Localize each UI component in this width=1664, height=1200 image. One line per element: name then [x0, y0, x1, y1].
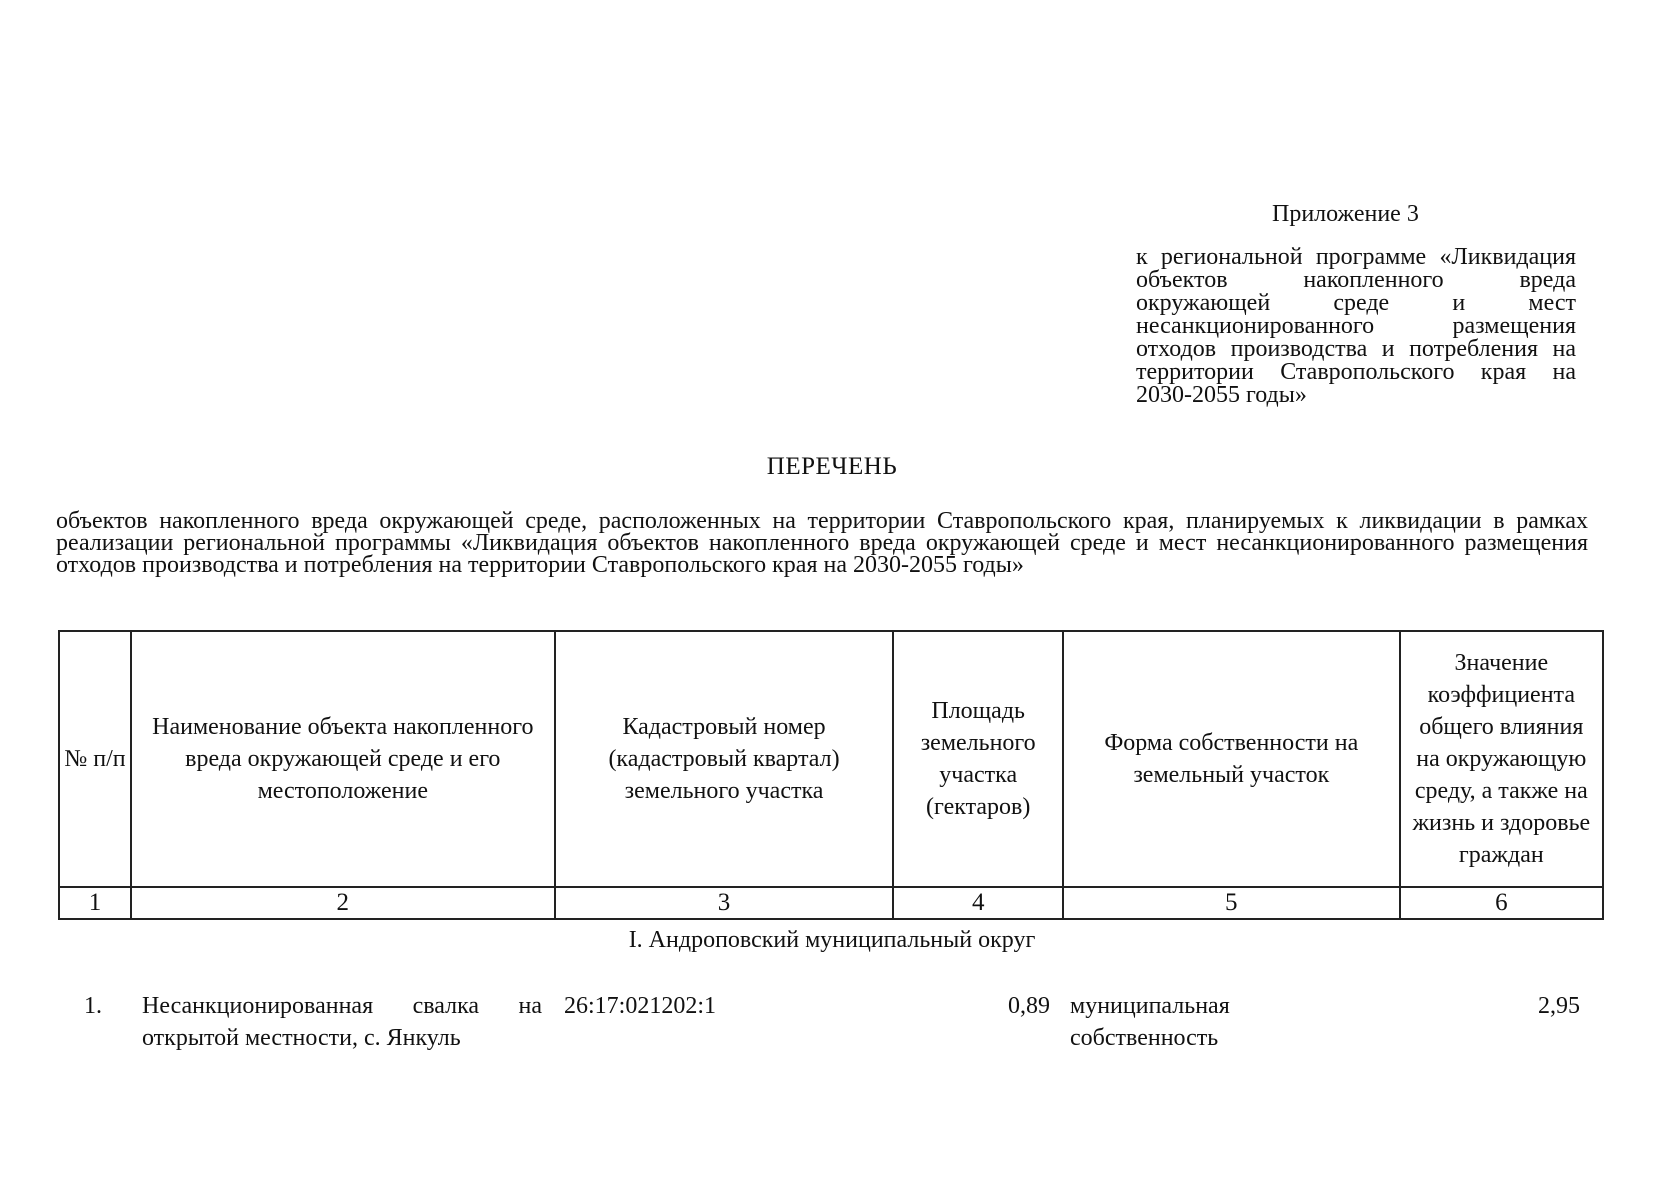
appendix-text: к региональной программе «Ликвидация объектов накопленного вреда окружающей среде и мест несанкционированного размещения отходов производства и потребления на территории Ставропольского края на 2030-2055 годы» [1136, 244, 1576, 408]
header-object-name: Наименование объекта накопленного вреда окружающей среде и его местоположение [131, 631, 555, 887]
row-area: 0,89 [1008, 993, 1050, 1019]
column-number: 1 [59, 887, 131, 919]
row-object-name: Несанкционированная свалка на открытой местности, с. Янкуль [142, 993, 542, 1051]
row-cadastral-number: 26:17:021202:1 [564, 993, 717, 1019]
header-number: № п/п [59, 631, 131, 887]
column-number: 3 [555, 887, 894, 919]
table-header-row [59, 631, 1603, 887]
header-coefficient: Значение коэффициента общего влияния на окружающую среду, а также на жизнь и здоровье граждан [1400, 631, 1603, 887]
header-area: Площадь земельного участка (гектаров) [893, 631, 1062, 887]
row-number: 1. [84, 993, 102, 1019]
column-number: 5 [1063, 887, 1400, 919]
row-ownership: муниципальная собственность [1070, 993, 1230, 1051]
appendix-title: Приложение 3 [1272, 201, 1419, 227]
list-title: ПЕРЕЧЕНЬ [766, 453, 898, 480]
header-ownership: Форма собственности на земельный участок [1063, 631, 1400, 887]
list-subtitle: объектов накопленного вреда окружающей среде, расположенных на территории Ставропольского края, планируемых к ликвидации в рамках реализации региональной программы «Ликвидация объектов накопленного вреда окружающей среде и мест несанкционированного размещения отходов производства и потребления на территории Ставропольского края на 2030-2055 годы» [56, 508, 1588, 578]
column-number-row [59, 887, 1603, 919]
column-number: 2 [131, 887, 555, 919]
header-cadastral-number: Кадастровый номер (кадастровый квартал) земельного участка [555, 631, 894, 887]
objects-table [58, 630, 1604, 920]
column-number: 4 [893, 887, 1062, 919]
section-title: I. Андроповский муниципальный округ [628, 927, 1036, 953]
column-number: 6 [1400, 887, 1603, 919]
row-coefficient: 2,95 [1538, 993, 1580, 1019]
